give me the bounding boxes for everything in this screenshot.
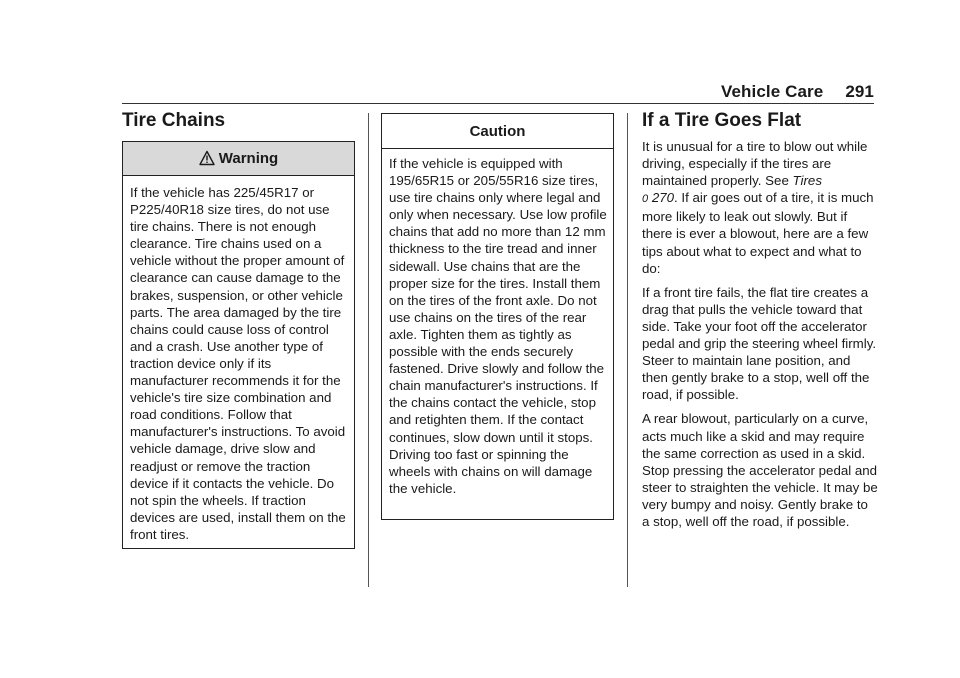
caution-body: If the vehicle is equipped with 195/65R15 or 205/55R16 size tires, use tire chains only where legal and only when necessary. Use low profile chains that add no more than 12 mm thickness to the tire tread and inner sidewall. Use chains that are the proper size for the tires. Install them on the tires of the front axle. Do not use chains on the tires of the rear axle. Tighten them as tightly as possible with the ends securely fastened. Drive slowly and follow the chain manufacturer's instructions. If the chains contact the vehicle, stop and retighten them. If the contact continues, slow down until it stops. Driving too fast or spinning the wheels with chains on will damage the vehicle. (389, 156, 607, 496)
warning-body: If the vehicle has 225/45R17 or P225/40R18 size tires, do not use tire chains. There is not enough clearance. Tire chains used on a vehicle without the proper amount of clearance can cause damage to the brakes, suspension, or other vehicle parts. The area damaged by the tire chains could cause loss of control and a crash. Use another type of traction device only if its manufacturer recommends it for the vehicle's tire size combination and road conditions. Follow that manufacturer's instructions. To avoid vehicle damage, drive slow and readjust or remove the traction device if it contacts the vehicle. Do not spin the wheels. If traction devices are used, install them on the front tires. (130, 185, 346, 542)
warning-triangle-icon (199, 145, 215, 179)
paragraph-1-text-cont: . If air goes out of a tire, it is much more likely to leak out slowly. But if there is ever a blowout, here are a few tips about what to expect and what to do: (642, 190, 874, 276)
page-header (721, 82, 874, 102)
section-heading-tire-chains: Tire Chains (122, 110, 226, 131)
section-title: Vehicle Care (721, 82, 824, 101)
page-number: 291 (845, 82, 874, 101)
flat-tire-text (642, 138, 878, 537)
caution-box (381, 113, 614, 520)
caution-box-title: Caution (382, 114, 613, 149)
paragraph-3: A rear blowout, particularly on a curve, acts much like a skid and may require the same correction as used in a skid. Stop pressing the accelerator pedal and steer to straighten the vehicle. It may be very bumpy and noisy. Gently brake to a stop, well off the road, if possible. (642, 411, 878, 529)
header-rule (122, 103, 874, 104)
warning-box (122, 141, 355, 549)
cross-reference-page: 270 (651, 190, 675, 206)
cross-reference-label: Tires (792, 173, 822, 189)
paragraph-2: If a front tire fails, the flat tire creates a drag that pulls the vehicle toward that side. Take your foot off the accelerator pedal and grip the steering wheel firmly. Steer to maintain lane position, and then gently brake to a stop, well off the road, if possible. (642, 284, 877, 403)
paragraph-1-text: It is unusual for a tire to blow out while driving, especially if the tires are maintained properly. See (642, 139, 868, 189)
paragraph-1 (642, 138, 878, 277)
page-reference-icon: 0 (642, 193, 649, 206)
column-divider-right (627, 113, 628, 587)
column-divider-left (368, 113, 369, 587)
warning-box-title (123, 142, 354, 176)
section-heading-flat-tire: If a Tire Goes Flat (642, 110, 802, 131)
warning-label: Warning (218, 150, 279, 167)
